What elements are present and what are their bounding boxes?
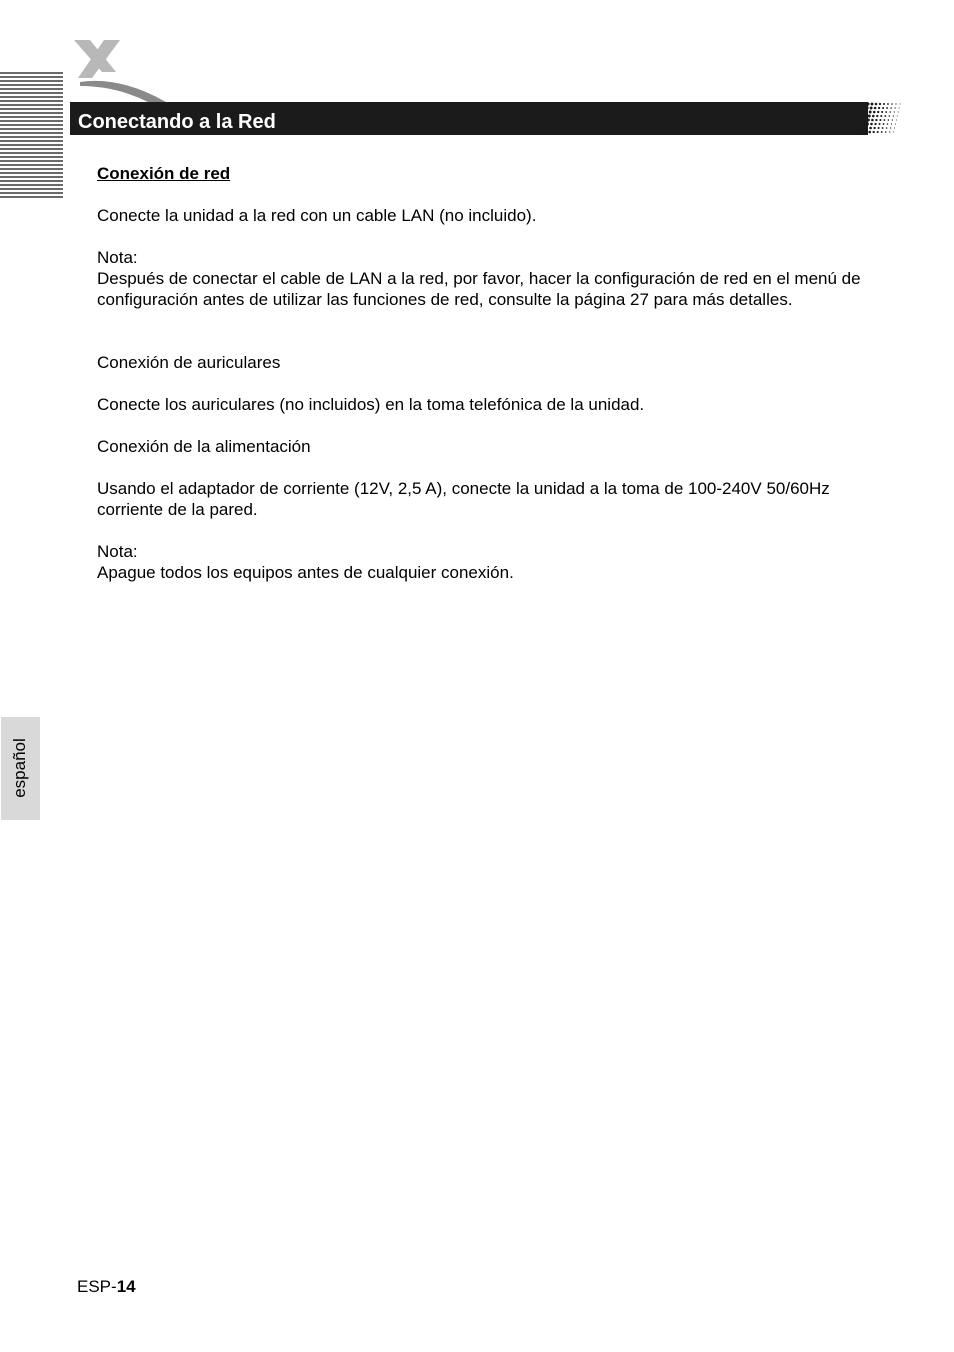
power-text: Usando el adaptador de corriente (12V, 2,5 A), conecte la unidad a la toma de 100-240V 50/60Hz corriente de la pared.	[97, 479, 830, 519]
network-connection-text: Conecte la unidad a la red con un cable LAN (no incluido).	[97, 206, 537, 225]
page-number	[77, 1277, 136, 1297]
headphones-text: Conecte los auriculares (no incluidos) en la toma telefónica de la unidad.	[97, 395, 645, 414]
headphones-heading: Conexión de auriculares	[97, 353, 281, 372]
x-logo-icon	[70, 38, 170, 104]
network-connection-heading: Conexión de red	[97, 164, 231, 183]
section-title: Conectando a la Red	[78, 111, 276, 133]
page-content	[97, 163, 867, 604]
note-label: Nota:	[97, 248, 138, 267]
note-label: Nota:	[97, 542, 138, 561]
halftone-dots-icon	[858, 102, 904, 135]
page-prefix: ESP-	[77, 1277, 117, 1296]
note-block	[97, 541, 867, 583]
note-text: Después de conectar el cable de LAN a la red, por favor, hacer la configuración de red en el menú de configuración antes de utilizar las funciones de red, consulte la página 27 para más detalles.	[97, 269, 861, 309]
language-tab-label: español	[10, 738, 29, 798]
power-heading: Conexión de la alimentación	[97, 437, 311, 456]
edge-stripes	[0, 72, 63, 199]
note-text: Apague todos los equipos antes de cualquier conexión.	[97, 563, 514, 582]
note-block	[97, 247, 867, 310]
page-number-value: 14	[116, 1277, 136, 1296]
